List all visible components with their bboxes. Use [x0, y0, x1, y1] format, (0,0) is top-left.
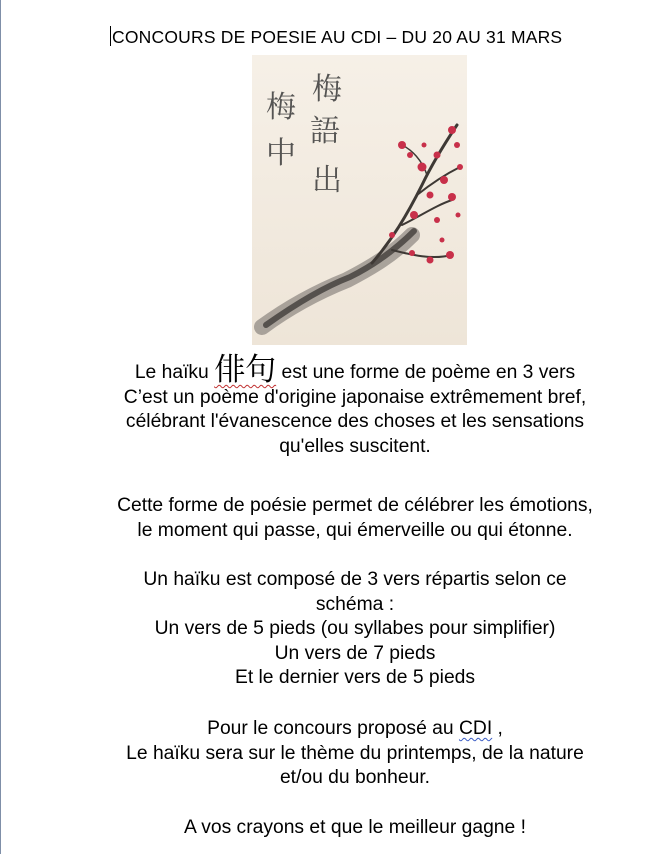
calligraphy-char-top-left: 梅	[266, 90, 296, 125]
emotions-paragraph	[70, 494, 640, 543]
closing-line: A vos crayons et que le meilleur gagne !	[184, 817, 526, 838]
document-title[interactable]: CONCOURS DE POESIE AU CDI – DU 20 AU 31 MARS	[112, 27, 563, 47]
paragraph-line: Le haïku sera sur le thème du printemps, de la nature	[126, 742, 584, 764]
contest-lead-line	[70, 717, 640, 742]
intro-paragraph	[70, 352, 640, 459]
paragraph-line: le moment qui passe, qui émerveille ou qui étonne.	[137, 519, 573, 541]
ink-painting	[252, 55, 467, 345]
calligraphy-char-top-right: 梅	[312, 72, 342, 107]
intro-line: célébrant l'évanescence des choses et les sensations	[125, 411, 585, 432]
intro-line: qu'elles suscitent.	[279, 435, 431, 457]
intro-lead-after: est une forme de poème en 3 vers	[276, 362, 576, 383]
intro-lead-before: Le haïku	[134, 362, 215, 383]
paragraph-line: Un vers de 7 pieds	[274, 642, 436, 664]
paragraph-line: schéma :	[315, 593, 395, 615]
intro-line: C’est un poème d'origine japonaise extrêmement bref,	[123, 386, 587, 408]
structure-paragraph	[70, 568, 640, 691]
haiku-kanji: 俳句	[214, 352, 277, 388]
calligraphy-char-bottom-right: 出	[312, 163, 342, 198]
paragraph-line: Un haïku est composé de 3 vers répartis selon ce	[143, 569, 567, 590]
intro-lead-line	[70, 352, 640, 388]
paragraph-line: Cette forme de poésie permet de célébrer les émotions,	[117, 495, 593, 516]
paragraph-line: et/ou du bonheur.	[279, 767, 431, 788]
calligraphy-char-bottom-left: 中	[266, 136, 296, 171]
text-cursor	[110, 26, 111, 46]
contest-paragraph	[70, 717, 640, 791]
paragraph-line: Un vers de 5 pieds (ou syllabes pour simplifier)	[154, 618, 556, 639]
contest-lead-after: ,	[492, 718, 503, 739]
paragraph-line: Et le dernier vers de 5 pieds	[234, 667, 476, 688]
page-left-border	[0, 0, 1, 854]
contest-lead-before: Pour le concours proposé au	[207, 718, 459, 739]
haiku-artwork	[252, 55, 467, 345]
cdi-word: CDI	[458, 718, 493, 739]
calligraphy-char-mid-right: 語	[310, 114, 340, 149]
